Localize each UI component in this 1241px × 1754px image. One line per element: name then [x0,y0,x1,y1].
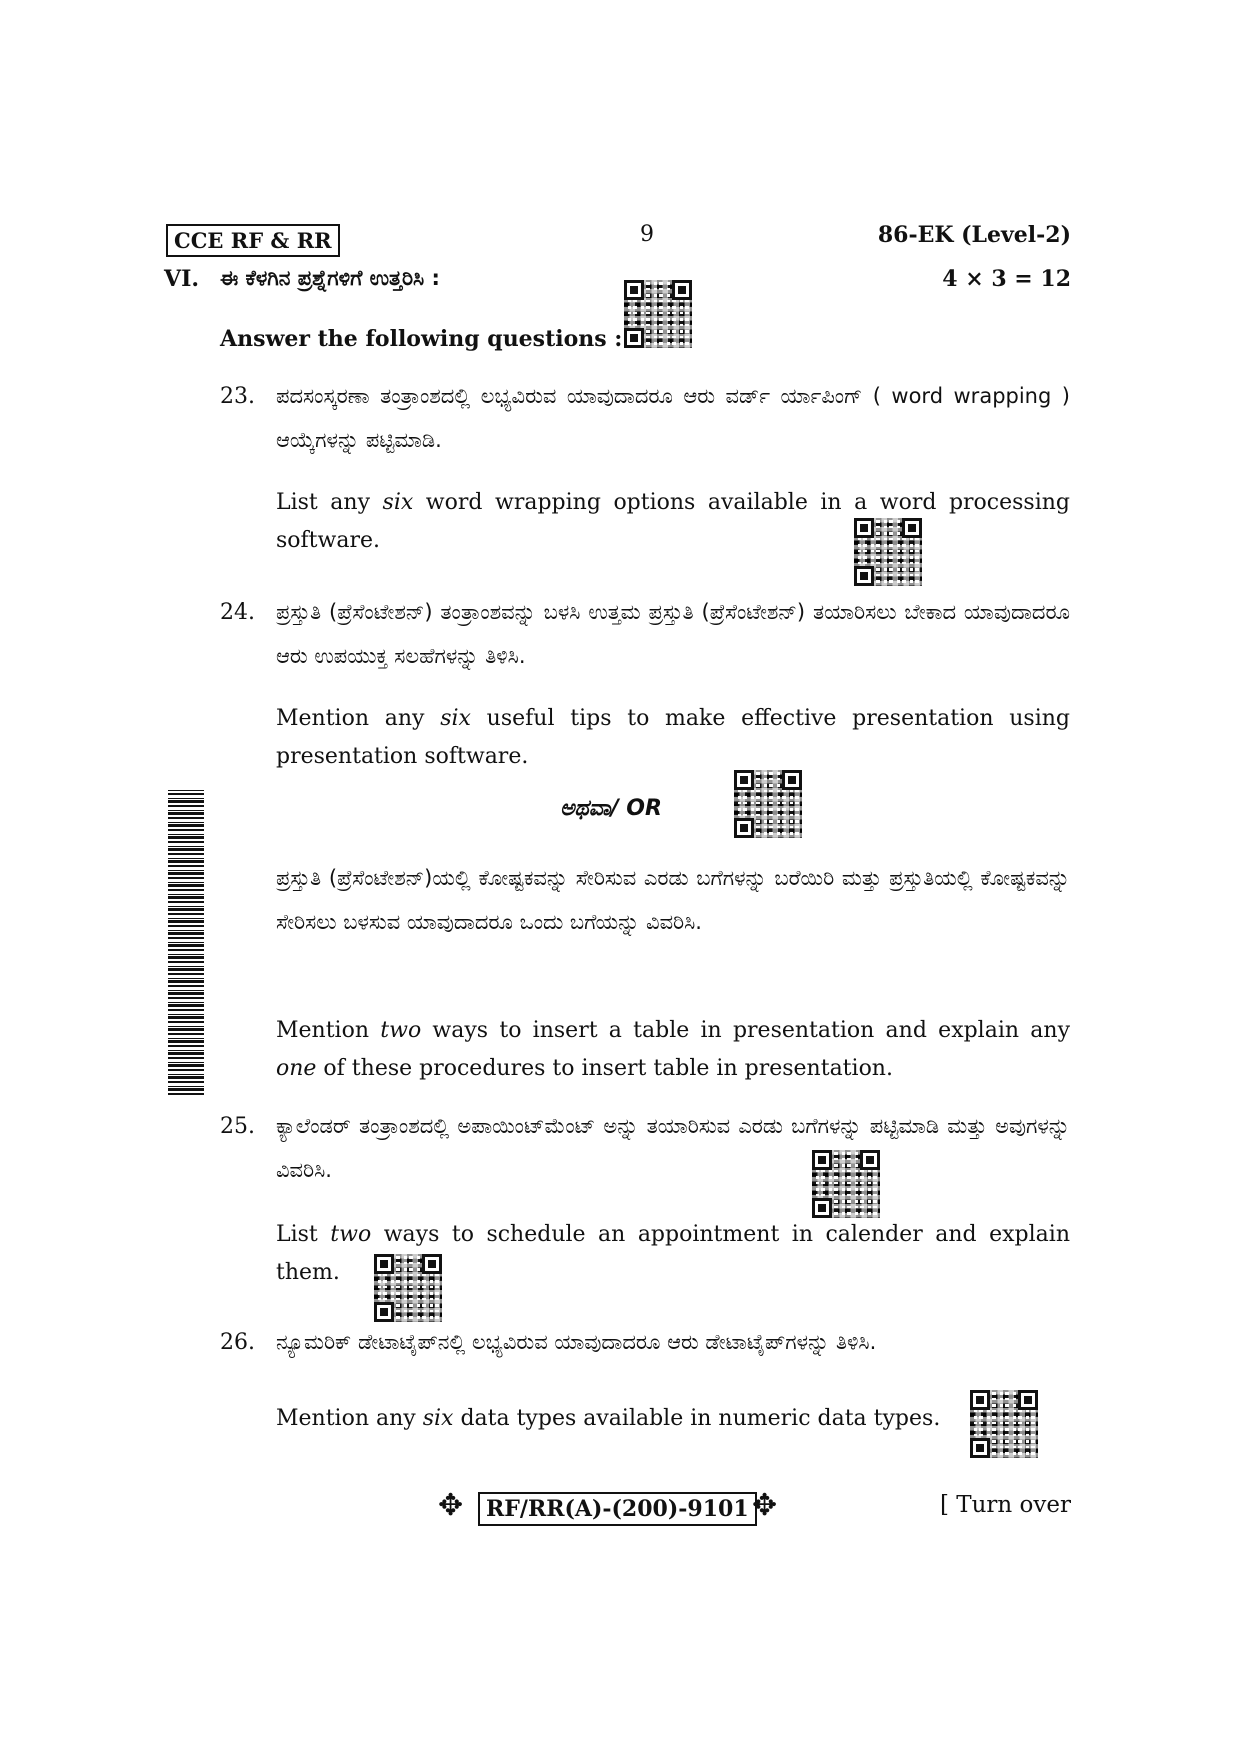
barcode-icon [168,790,204,1095]
qr-code-icon [970,1390,1038,1458]
or-label: ಅಥವಾ/ OR [560,796,662,821]
q26-text-kn: ನ್ಯೂಮರಿಕ್ ಡೇಟಾಟೈಪ್‌ನಲ್ಲಿ ಲಭ್ಯವಿರುವ ಯಾವುದಾದರೂ ಆರು ಡೇಟಾಟೈಪ್‌ಗಳನ್ನು ತಿಳಿಸಿ. [276,1330,877,1354]
section-marks: 4 × 3 = 12 [942,266,1071,292]
q24-alt-text-kn: ಪ್ರಸ್ತುತಿ (ಪ್ರೆಸೆಂಟೇಶನ್)ಯಲ್ಲಿ ಕೋಷ್ಟಕವನ್ನು ಸೇರಿಸುವ ಎರಡು ಬಗೆಗಳನ್ನು ಬರೆಯಿರಿ ಮತ್ತು ಪ್ರಸ್ತುತಿಯಲ್ಲಿ ಕೋಷ್ಟಕವನ್ನು ಸೇರಿಸಲು ಬಳಸುವ ಯಾವುದಾದರೂ ಒಂದು ಬಗೆಯನ್ನು ವಿವರಿಸಿ. [276,866,1070,934]
q25-text-kn: ಕ್ಯಾಲೆಂಡರ್ ತಂತ್ರಾಂಶದಲ್ಲಿ ಅಪಾಯಿಂಟ್‌ಮೆಂಟ್ ಅನ್ನು ತಯಾರಿಸುವ ಎರಡು ಬಗೆಗಳನ್ನು ಪಟ್ಟಿಮಾಡಿ ಮತ್ತು ಅವುಗಳನ್ನು ವಿವರಿಸಿ. [276,1114,1070,1182]
q24-alt-en-pre: Mention [276,1018,381,1043]
page-number: 9 [640,222,654,247]
q25-en-emphasis: two [330,1222,372,1247]
q26-en-post: data types available in numeric data types. [453,1406,941,1431]
q24-text-en [276,700,1070,776]
q24-alt-en-mid: ways to insert a table in presentation and explain any [421,1018,1070,1043]
q24-en-emphasis: six [440,706,471,731]
section-instruction-en: Answer the following questions : [220,326,623,352]
q23-text-kn: ಪದಸಂಸ್ಕರಣಾ ತಂತ್ರಾಂಶದಲ್ಲಿ ಲಭ್ಯವಿರುವ ಯಾವುದಾದರೂ ಆರು ವರ್ಡ್ ರ್ಯಾಪಿಂಗ್ ( word wrapping ) ಆಯ್ಕೆಗಳನ್ನು ಪಟ್ಟಿಮಾಡಿ. [276,384,1070,452]
footer-code: RF/RR(A)-(200)-9101 [478,1492,757,1526]
q23-text-en [276,484,1070,560]
q24-text-kn: ಪ್ರಸ್ತುತಿ (ಪ್ರೆಸೆಂಟೇಶನ್) ತಂತ್ರಾಂಶವನ್ನು ಬಳಸಿ ಉತ್ತಮ ಪ್ರಸ್ತುತಿ (ಪ್ರೆಸೆಂಟೇಶನ್) ತಯಾರಿಸಲು ಬೇಕಾದ ಯಾವುದಾದರೂ ಆರು ಉಪಯುಕ್ತ ಸಲಹೆಗಳನ್ನು ತಿಳಿಸಿ. [276,600,1070,668]
q25-en-post: ways to schedule an appointment in calender and explain them. [276,1222,1070,1285]
q23-en-post: word wrapping options available in a word processing software. [276,490,1070,553]
flourish-ornament-icon: ✥ [438,1488,464,1523]
qr-code-icon [624,280,692,348]
question-number-25: 25. [220,1114,255,1139]
paper-code: 86-EK (Level-2) [877,222,1071,248]
qr-code-icon [734,770,802,838]
turn-over-label: [ Turn over [939,1492,1071,1518]
q24-alt-en-emphasis-2: one [276,1056,317,1081]
q26-en-pre: Mention any [276,1406,423,1431]
q23-en-pre: List any [276,490,383,515]
flourish-ornament-icon: ✥ [752,1488,778,1523]
q23-en-emphasis: six [382,490,414,515]
q24-alt-en-post: of these procedures to insert table in presentation. [316,1056,893,1081]
question-number-26: 26. [220,1330,255,1355]
q24-en-post: useful tips to make effective presentation using presentation software. [276,706,1070,769]
header-left-box: CCE RF & RR [166,224,340,257]
question-number-23: 23. [220,384,255,409]
q24-alt-en-emphasis-1: two [380,1018,422,1043]
qr-code-icon [812,1150,880,1218]
q26-en-emphasis: six [422,1406,454,1431]
qr-code-icon [854,518,922,586]
q24-alt-text-en [276,1012,1070,1088]
q24-en-pre: Mention any [276,706,441,731]
q25-en-pre: List [276,1222,331,1247]
qr-code-icon [374,1254,442,1322]
question-number-24: 24. [220,600,255,625]
q26-text-en [276,1400,940,1438]
section-number: VI. [164,266,200,292]
section-instruction-kn: ಈ ಕೆಳಗಿನ ಪ್ರಶ್ನೆಗಳಿಗೆ ಉತ್ತರಿಸಿ : [220,266,440,290]
